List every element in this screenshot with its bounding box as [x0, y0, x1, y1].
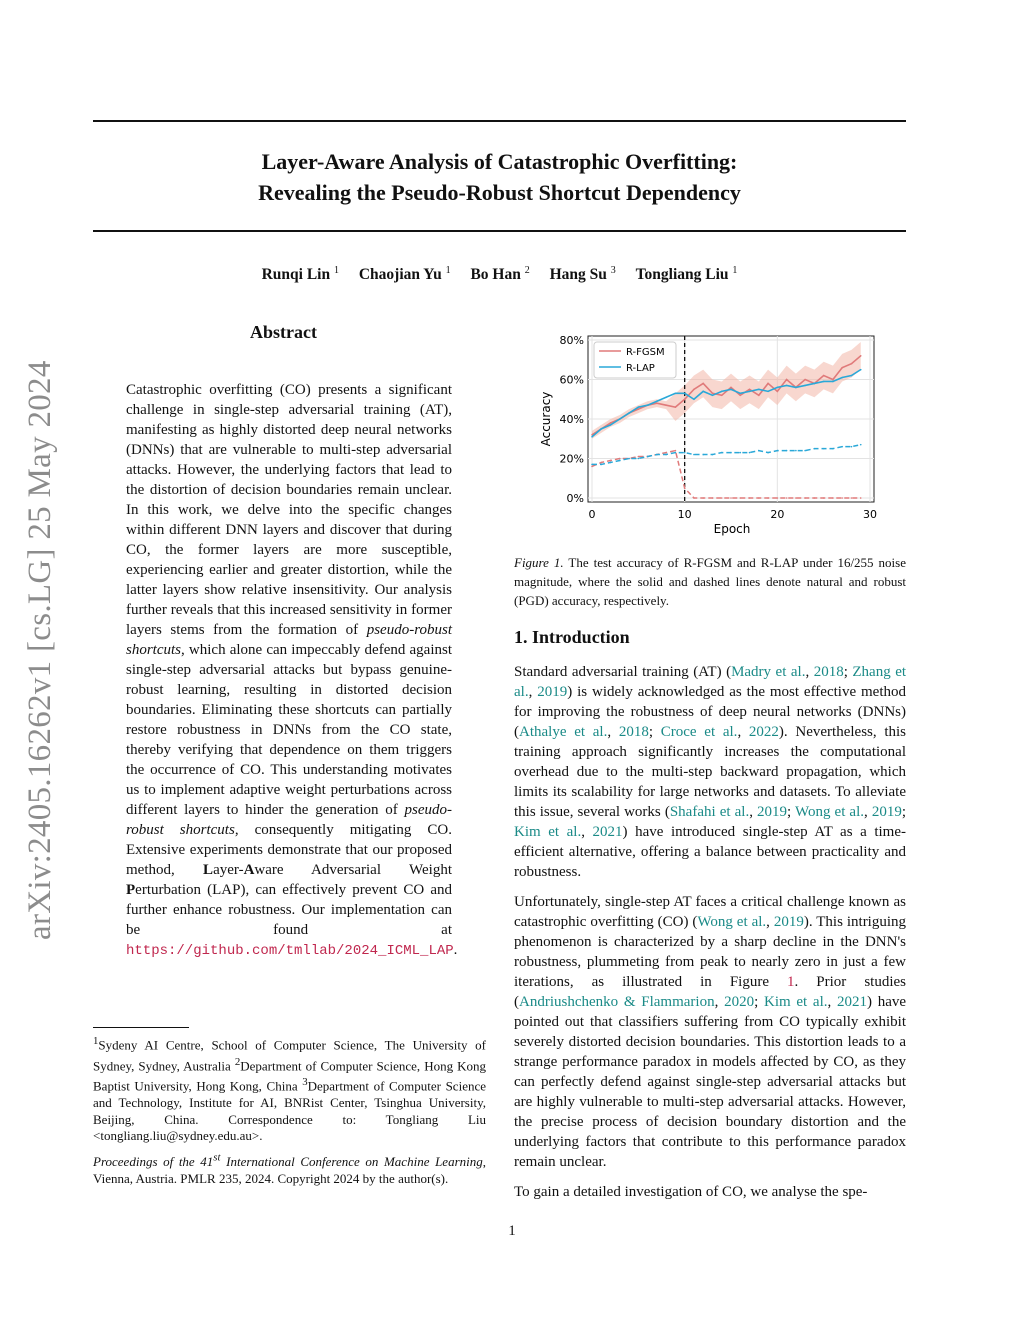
x-tick-labels — [589, 508, 878, 521]
data-point — [730, 497, 732, 499]
data-point — [860, 355, 862, 357]
data-point — [675, 393, 677, 395]
data-point — [795, 387, 797, 389]
citation-link[interactable]: 2020 — [724, 994, 755, 1010]
data-point — [591, 466, 593, 468]
y-tick-label: 60% — [559, 373, 584, 387]
data-point — [628, 412, 630, 414]
data-point — [814, 448, 816, 450]
data-point — [610, 422, 612, 424]
citation-link[interactable]: Zhang et al. — [514, 664, 907, 700]
data-point — [665, 396, 667, 398]
data-point — [610, 460, 612, 462]
data-point — [591, 464, 593, 466]
citation-link[interactable]: 2019 — [757, 804, 788, 820]
data-point — [841, 367, 843, 369]
data-point — [600, 464, 602, 466]
data-point — [749, 389, 751, 391]
data-point — [739, 393, 741, 395]
figure-reference-link[interactable]: 1 — [787, 974, 795, 990]
data-point — [851, 363, 853, 365]
citation-link[interactable]: Andriushchenko & Flammarion — [519, 994, 715, 1010]
data-point — [684, 487, 686, 489]
data-point — [739, 497, 741, 499]
y-tick-label: 80% — [559, 334, 584, 347]
data-point — [693, 389, 695, 391]
citation-link[interactable]: 2019 — [871, 804, 902, 820]
data-point — [823, 375, 825, 377]
citation-link[interactable]: Shafahi et al. — [669, 804, 750, 820]
data-point — [702, 383, 704, 385]
data-point — [647, 404, 649, 406]
data-point — [758, 395, 760, 397]
data-point — [841, 497, 843, 499]
data-point — [693, 497, 695, 499]
data-point — [638, 458, 640, 460]
data-point — [777, 497, 779, 499]
data-point — [758, 497, 760, 499]
paper-title — [93, 146, 906, 208]
data-point — [823, 448, 825, 450]
x-tick-label: 10 — [677, 508, 692, 521]
citation-link[interactable]: Croce et al. — [660, 724, 738, 740]
data-point — [702, 391, 704, 393]
data-point — [767, 452, 769, 454]
data-point — [749, 452, 751, 454]
data-point — [721, 497, 723, 499]
citation-link[interactable]: Kim et al. — [763, 994, 828, 1010]
data-point — [786, 450, 788, 452]
data-point — [851, 446, 853, 448]
data-point — [712, 454, 714, 456]
y-tick-label: 20% — [559, 452, 584, 466]
data-point — [832, 497, 834, 499]
data-point — [684, 398, 686, 400]
data-point — [665, 454, 667, 456]
title-top-rule — [93, 120, 906, 122]
data-point — [638, 406, 640, 408]
arxiv-stamp: arXiv:2405.16262v1 [cs.LG] 25 May 2024 — [22, 360, 58, 940]
data-point — [758, 389, 760, 391]
data-point — [739, 395, 741, 397]
data-point — [656, 400, 658, 402]
citation-link[interactable]: 2019 — [773, 914, 804, 930]
figure-caption: Figure 1. The test accuracy of R-FGSM and R-LAP under 16/255 noise magnitude, where the solid and dashed lines denote natural and robust (PGD) accuracy, respectively. — [514, 555, 906, 608]
author-list — [93, 265, 906, 284]
data-point — [814, 497, 816, 499]
section-heading-introduction: 1. Introduction — [514, 627, 630, 647]
code-link[interactable]: https://github.com/tmllab/2024_ICML_LAP — [126, 943, 454, 959]
data-point — [795, 497, 797, 499]
data-point — [767, 391, 769, 393]
y-tick-label: 40% — [559, 413, 584, 426]
data-point — [851, 497, 853, 499]
data-point — [610, 462, 612, 464]
legend-label-rlap: R-LAP — [626, 363, 655, 374]
x-tick-label: 30 — [863, 508, 877, 521]
data-point — [786, 497, 788, 499]
citation-link[interactable]: 2022 — [748, 724, 779, 740]
data-point — [730, 452, 732, 454]
data-point — [675, 452, 677, 454]
data-point — [619, 460, 621, 462]
data-point — [675, 406, 677, 408]
data-point — [619, 418, 621, 420]
citation-link[interactable]: Madry et al. — [731, 664, 806, 680]
data-point — [684, 452, 686, 454]
data-point — [758, 450, 760, 452]
data-point — [832, 448, 834, 450]
data-point — [749, 497, 751, 499]
x-tick-label: 0 — [588, 508, 596, 521]
data-point — [860, 497, 862, 499]
author: Tongliang Liu $^1$ — [635, 265, 738, 284]
data-point — [804, 379, 806, 381]
data-point — [814, 383, 816, 385]
data-point — [638, 408, 640, 410]
data-point — [712, 395, 714, 397]
data-point — [628, 458, 630, 460]
data-point — [712, 497, 714, 499]
intro-paragraph-1: Standard adversarial training (AT) (Madry et al., 2018; Zhang et al., 2019) is widely acknowledged as the most effective method for improving the robustness of deep neural networks (DNNs) (Athalye et al., 2018; Croce et al., 2022). Nevertheless, this training approach significantly increases the computational overhead due to the multi-step backward propagation, which limits its scalability for large networks and datasets. To alleviate this issue, several works (Shafahi et al., 2019; Wong et al., 2019; Kim et al., 2021) have introduced single-step AT as a time-efficient alternative, offering a balance between practicality and robustness. — [514, 664, 907, 880]
affiliation-footnote: $^1$Sydeny AI Centre, School of Computer Science, The University of Sydney, Sydney, Australia $^2$Department of Computer Science, Hong Kong Baptist University, Hong Kong, China $^3$Department of Computer Science and Technology, Institute for AI, BNRist Center, Tsinghua University, Beijing, China. Correspondence to: Tongliang Liu <tongliang.liu@sydney.edu.au>. — [93, 1035, 487, 1144]
title-bottom-rule — [93, 230, 906, 232]
intro-paragraph-2: Unfortunately, single-step AT faces a critical challenge known as catastrophic overfitting (CO) (Wong et al., 2019). This intriguing phenomenon is characterized by a sharp decline in the DNN's robustness, plummeting from peak to nearly zero in just a few iterations, as illustrated in Figure 1. Prior studies (Andriushchenko & Flammarion, 2020; Kim et al., 2021) have pointed out that classifiers suffering from CO typically exhibit severely distorted decision boundaries. This distortion leads to a strange performance paradox in models affected by CO, as they can perfectly defend against single-step adversarial attacks but are highly vulnerable to multi-step adversarial attacks. However, the precise process of decision boundary distortion and the underlying factors that contribute to this performance paradox remain unclear. — [514, 894, 907, 1170]
data-point — [721, 395, 723, 397]
data-point — [823, 497, 825, 499]
data-point — [730, 387, 732, 389]
data-point — [777, 387, 779, 389]
x-axis-label: Epoch — [713, 522, 751, 536]
x-tick-label: 20 — [770, 508, 785, 521]
data-point — [851, 375, 853, 377]
data-point — [832, 381, 834, 383]
data-point — [786, 379, 788, 381]
citation-link[interactable]: 2021 — [837, 994, 867, 1010]
title-line-1: Layer-Aware Analysis of Catastrophic Overfitting: — [261, 149, 738, 174]
author: Hang Su $^3$ — [549, 265, 616, 284]
data-point — [591, 436, 593, 438]
data-point — [610, 424, 612, 426]
data-point — [832, 379, 834, 381]
footnote-rule — [93, 1027, 189, 1028]
data-point — [823, 381, 825, 383]
data-point — [767, 497, 769, 499]
citation-link[interactable]: 2021 — [592, 824, 623, 840]
citation-link[interactable]: 2019 — [537, 684, 568, 700]
author: Runqi Lin $^1$ — [261, 265, 339, 284]
accuracy-chart — [532, 330, 892, 540]
abstract-body: Catastrophic overfitting (CO) presents a significant challenge in single-step adversarial training (AT), manifesting as highly distorted deep neural networks (DNNs) that are vulnerable to multi-step adversarial attacks. However, the underlying factors that lead to the distortion of decision boundaries remain unclear. In this work, we delve into the specific changes within different DNN layers and discover that during CO, the former layers are more susceptible, experiencing earlier and greater distortion, while the latter layers show relative insensitivity. Our analysis further reveals that this increased sensitivity in former layers stems from the formation of pseudo-robust shortcuts, which alone can impeccably defend against single-step adversarial attacks but bypass genuine-robust learning, resulting in distorted decision boundaries. Eliminating these shortcuts can partially restore robustness in DNNs from the CO state, thereby verifying that dependence on them triggers the occurrence of CO. This understanding motivates us to implement adaptive weight perturbations across different layers to hinder the generation of pseudo-robust shortcuts, consequently mitigating CO. Extensive experiments demonstrate that our proposed method, Layer-Aware Adversarial Weight Perturbation (LAP), can effectively prevent CO and further enhance robustness. Our implementation can be found at https://github.com/tmllab/2024_ICML_LAP. — [126, 382, 458, 959]
author: Bo Han $^2$ — [470, 265, 530, 284]
citation-link[interactable]: 2018 — [813, 664, 844, 680]
data-point — [702, 497, 704, 499]
data-point — [749, 391, 751, 393]
data-point — [665, 452, 667, 454]
data-point — [721, 391, 723, 393]
author: Chaojian Yu $^1$ — [358, 265, 451, 284]
data-point — [619, 458, 621, 460]
citation-link[interactable]: 2018 — [618, 724, 649, 740]
data-point — [600, 462, 602, 464]
y-tick-label: 0% — [566, 492, 584, 505]
abstract-heading: Abstract — [250, 322, 317, 342]
data-point — [693, 454, 695, 456]
intro-paragraph-3: To gain a detailed investigation of CO, we analyse the spe- — [514, 1184, 868, 1200]
data-point — [675, 450, 677, 452]
data-point — [777, 450, 779, 452]
data-point — [804, 497, 806, 499]
data-point — [767, 383, 769, 385]
data-point — [804, 450, 806, 452]
data-point — [860, 369, 862, 371]
data-point — [721, 452, 723, 454]
proceedings-note: Proceedings of the 41st International Conference on Machine Learning, Vienna, Austria. PMLR 235, 2024. Copyright 2024 by the author(s). — [93, 1152, 486, 1186]
data-point — [638, 456, 640, 458]
data-point — [860, 444, 862, 446]
data-point — [600, 428, 602, 430]
data-point — [841, 446, 843, 448]
data-point — [702, 454, 704, 456]
data-point — [684, 393, 686, 395]
data-point — [739, 452, 741, 454]
data-point — [786, 385, 788, 387]
data-point — [647, 456, 649, 458]
y-axis-label: Accuracy — [539, 391, 553, 447]
citation-link[interactable]: Kim et al. — [514, 824, 582, 840]
citation-link[interactable]: Athalye et al. — [519, 724, 608, 740]
legend — [594, 342, 676, 378]
y-tick-labels — [560, 334, 584, 505]
data-point — [804, 385, 806, 387]
data-point — [795, 450, 797, 452]
data-point — [656, 454, 658, 456]
data-point — [693, 398, 695, 400]
data-point — [777, 391, 779, 393]
data-point — [665, 404, 667, 406]
legend-label-rfgsm: R-FGSM — [626, 347, 665, 358]
data-point — [656, 402, 658, 404]
data-point — [712, 393, 714, 395]
data-point — [841, 377, 843, 379]
title-line-2: Revealing the Pseudo-Robust Shortcut Dependency — [258, 180, 741, 205]
page-number: 1 — [508, 1223, 516, 1239]
data-point — [730, 389, 732, 391]
citation-link[interactable]: Wong et al. — [697, 914, 767, 930]
citation-link[interactable]: Wong et al. — [795, 804, 865, 820]
